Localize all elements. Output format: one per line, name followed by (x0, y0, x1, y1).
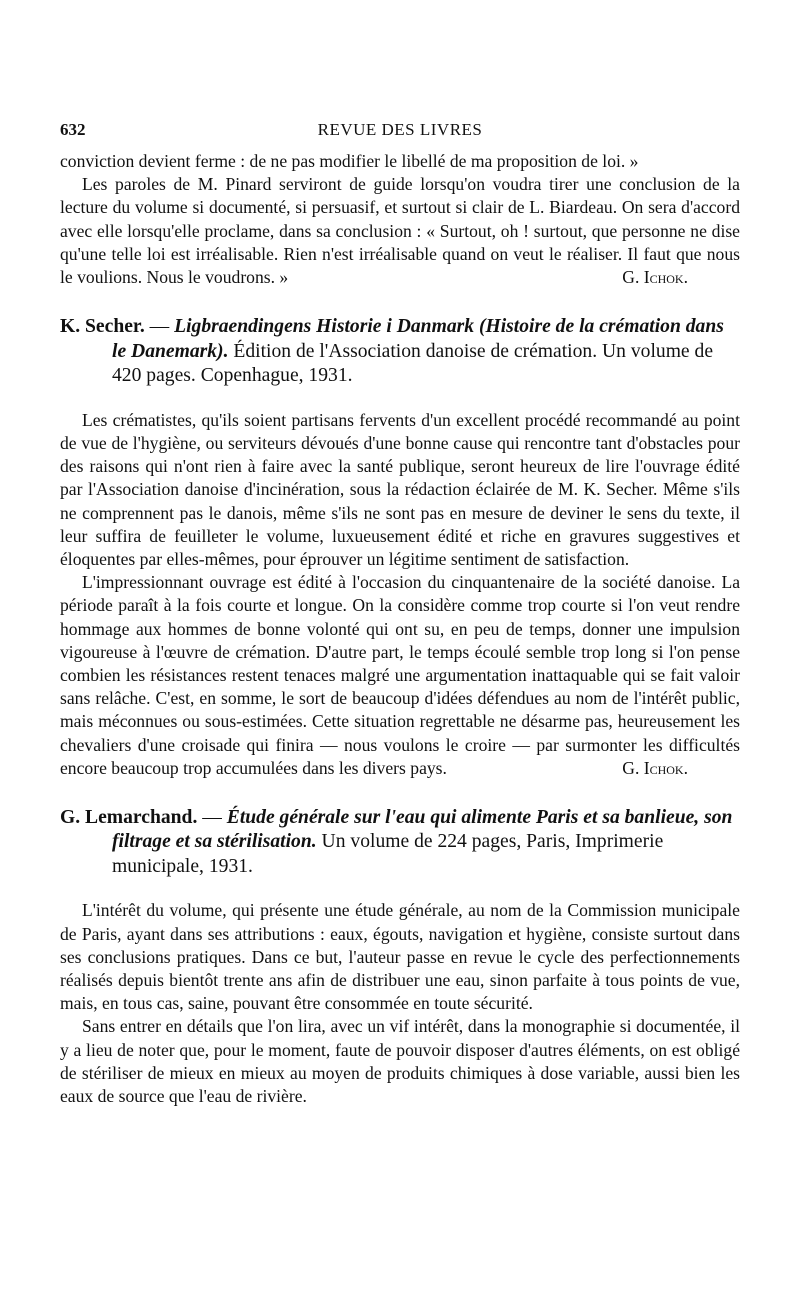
review-3-heading (60, 806, 740, 880)
section-spacer (60, 389, 740, 409)
review-2-paragraph-2-text: L'impressionnant ouvrage est édité à l'occasion du cinquantenaire de la société danoise. La période paraît à la fois courte et longue. On la considère comme trop courte si l'on veut rendre hommage aux hommes de bonne volonté qui ont su, en peu de temps, donner une impulsion vigoureuse à l'œuvre de crémation. D'autre part, le temps écoulé semble trop long si l'on pense combien les résistances restent tenaces malgré une argumentation inattaquable qui se fait valoir sans relâche. C'est, en somme, le sort de beaucoup d'idées défendues au nom de l'intérêt public, mais méconnues ou sous-estimées. Cette situation regrettable ne désarme pas, heureusement les chevaliers d'une croisade qui finira — nous voulons le croire — par surmonter les difficultés encore beaucoup trop accumulées dans les divers pays. (60, 572, 740, 778)
review-3-paragraph-1: L'intérêt du volume, qui présente une étude générale, au nom de la Commission municipale de Paris, ayant dans ses attributions : eaux, égouts, navigation et hygiène, consiste surtout dans ses conclusions pratiques. Dans ce but, l'auteur passe en revue le cycle des perfectionnements réalisés depuis bientôt trente ans afin de distribuer une eau, sinon parfaite à tous points de vue, mais, en tous cas, saine, pouvant être consommée en toute sécurité. (60, 900, 740, 1014)
review-3-dash: — (197, 806, 227, 828)
review-2-heading (60, 315, 740, 389)
journal-title: REVUE DES LIVRES (317, 120, 483, 139)
review-2-dash: — (144, 316, 175, 338)
review-3-paragraph-2: Sans entrer en détails que l'on lira, avec un vif intérêt, dans la monographie si documentée, il y a lieu de noter que, pour le moment, faute de pouvoir disposer d'autres éléments, on est obligé de stériliser de mieux en mieux au moyen de produits chimiques à dose variable, aussi bien les eaux de source que l'eau de rivière. (60, 1016, 740, 1107)
running-head (60, 110, 740, 150)
review-2-book-title: Ligbraendingens Historie i Danmark (Histoire de la crémation dans le Danemark). (112, 316, 724, 362)
review-2-paragraph-1: Les crématistes, qu'ils soient partisans fervents d'un excellent procédé recommandé au point de vue de l'hygiène, ou serviteurs dévoués d'une bonne cause qui rencontre tant d'obstacles pour des raisons qui n'ont rien à faire avec la santé publique, seront heureux de lire l'ouvrage édité par l'Association danoise d'incinération, sous la rédaction éclairée de M. K. Secher. Même s'ils ne comprennent pas le danois, même s'ils ne sont pas en mesure de deviner le sens du texte, il leur suffira de feuilleter le volume, luxueusement édité et riche en gravures suggestives et éloquentes par elles-mêmes, pour éprouver un légitime sentiment de satisfaction. (60, 409, 740, 569)
page-number: 632 (60, 120, 86, 139)
section-spacer (60, 289, 740, 315)
review-1-paragraph-2-text: Les paroles de M. Pinard serviront de guide lorsqu'on voudra tirer une conclusion de la lecture du volume si documenté, si persuasif, et surtout si clair de L. Biardeau. On sera d'accord avec elle lorsqu'elle proclame, dans sa conclusion : « Surtout, oh ! surtout, que personne ne dise qu'une telle loi est irréalisable. Rien n'est irréalisable quand on veut le réaliser. Il faut que nous le voulions. Nous le voudrons. » (60, 174, 740, 288)
review-1-paragraph-2 (60, 173, 740, 289)
section-spacer (60, 780, 740, 806)
review-2-paragraph-2 (60, 571, 740, 780)
section-spacer (60, 879, 740, 899)
review-2-signature: G. Ichok. (622, 757, 688, 778)
review-1-signature: G. Ichok. (622, 267, 688, 288)
review-3-author: G. Lemarchand. (60, 806, 198, 828)
book-review-page (60, 110, 740, 1108)
review-2-book-details: Édition de l'Association danoise de crémation. Un volume de 420 pages. Copenhague, 1931. (112, 340, 714, 387)
review-1-paragraph-1: conviction devient ferme : de ne pas modifier le libellé de ma proposition de loi. » (60, 151, 639, 171)
review-2-author: K. Secher. (60, 316, 145, 338)
review-3-book-details: Un volume de 224 pages, Paris, Imprimerie municipale, 1931. (112, 831, 664, 877)
review-3-book-title: Étude générale sur l'eau qui alimente Paris et sa banlieue, son filtrage et sa stérilisation. (112, 806, 733, 853)
